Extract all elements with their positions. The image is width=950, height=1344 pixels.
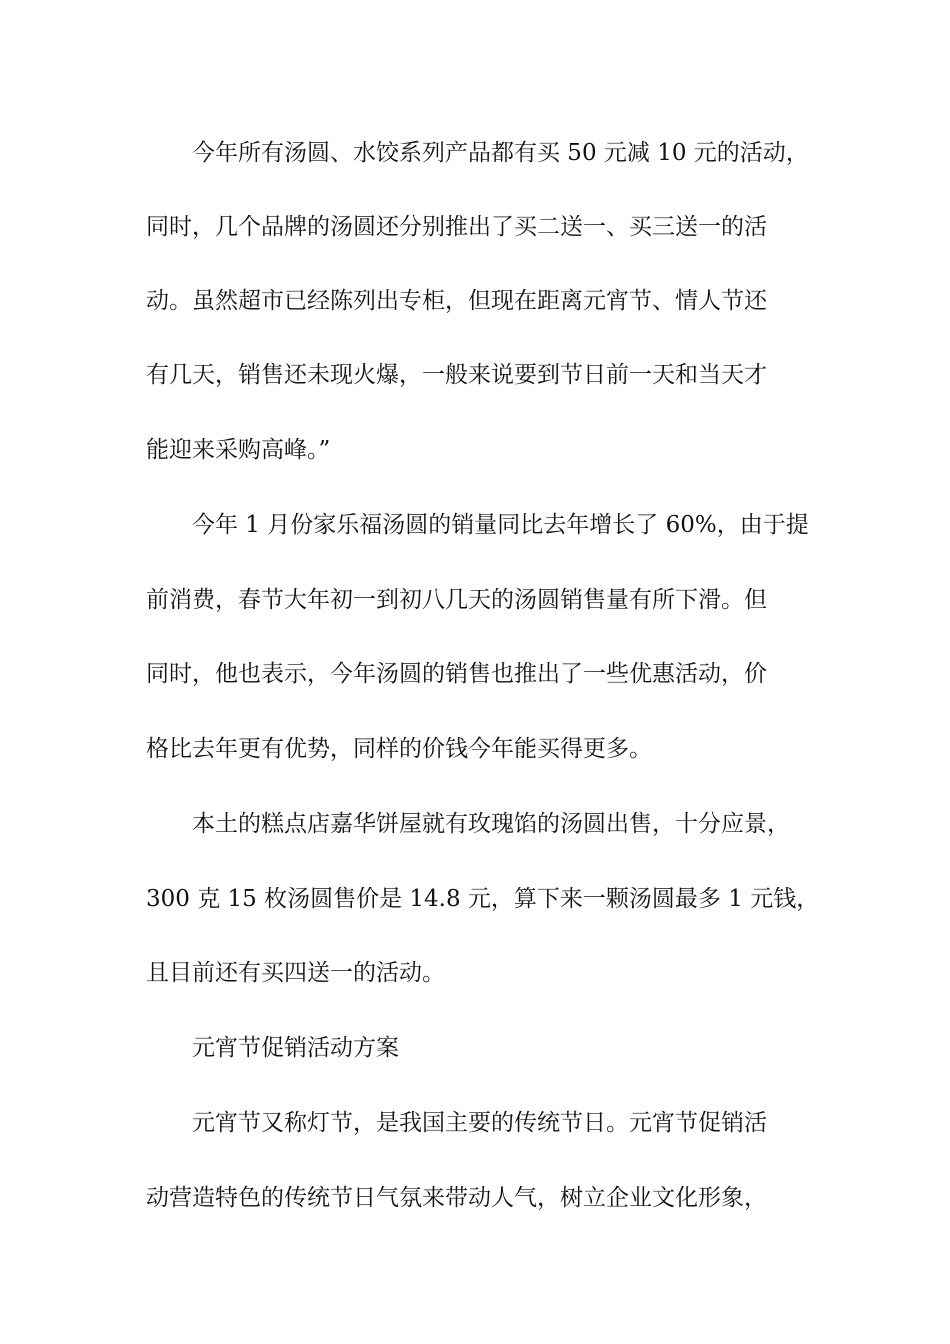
paragraph-line: 格比去年更有优势，同样的价钱今年能买得更多。 bbox=[146, 736, 652, 762]
paragraph-line: 前消费，春节大年初一到初八几天的汤圆销售量有所下滑。但 bbox=[146, 587, 767, 613]
paragraph-line: 同时，他也表示，今年汤圆的销售也推出了一些优惠活动，价 bbox=[146, 661, 767, 687]
section-heading: 元宵节促销活动方案 bbox=[192, 1035, 399, 1061]
paragraph-line: 有几天，销售还未现火爆，一般来说要到节日前一天和当天才 bbox=[146, 362, 767, 388]
paragraph-line: 今年 1 月份家乐福汤圆的销量同比去年增长了 60%，由于提 bbox=[192, 512, 809, 538]
paragraph-line: 同时，几个品牌的汤圆还分别推出了买二送一、买三送一的活 bbox=[146, 214, 767, 240]
paragraph-line: 300 克 15 枚汤圆售价是 14.8 元，算下来一颗汤圆最多 1 元钱， bbox=[146, 886, 820, 912]
paragraph-line: 动营造特色的传统节日气氛来带动人气，树立企业文化形象， bbox=[146, 1185, 767, 1211]
paragraph-line: 且目前还有买四送一的活动。 bbox=[146, 960, 445, 986]
paragraph-line: 本土的糕点店嘉华饼屋就有玫瑰馅的汤圆出售，十分应景， bbox=[192, 811, 790, 837]
paragraph-line: 能迎来采购高峰。” bbox=[146, 437, 331, 463]
paragraph-line: 动。虽然超市已经陈列出专柜，但现在距离元宵节、情人节还 bbox=[146, 288, 767, 314]
paragraph-line: 元宵节又称灯节，是我国主要的传统节日。元宵节促销活 bbox=[192, 1110, 767, 1136]
paragraph-line: 今年所有汤圆、水饺系列产品都有买 50 元减 10 元的活动， bbox=[192, 140, 809, 166]
